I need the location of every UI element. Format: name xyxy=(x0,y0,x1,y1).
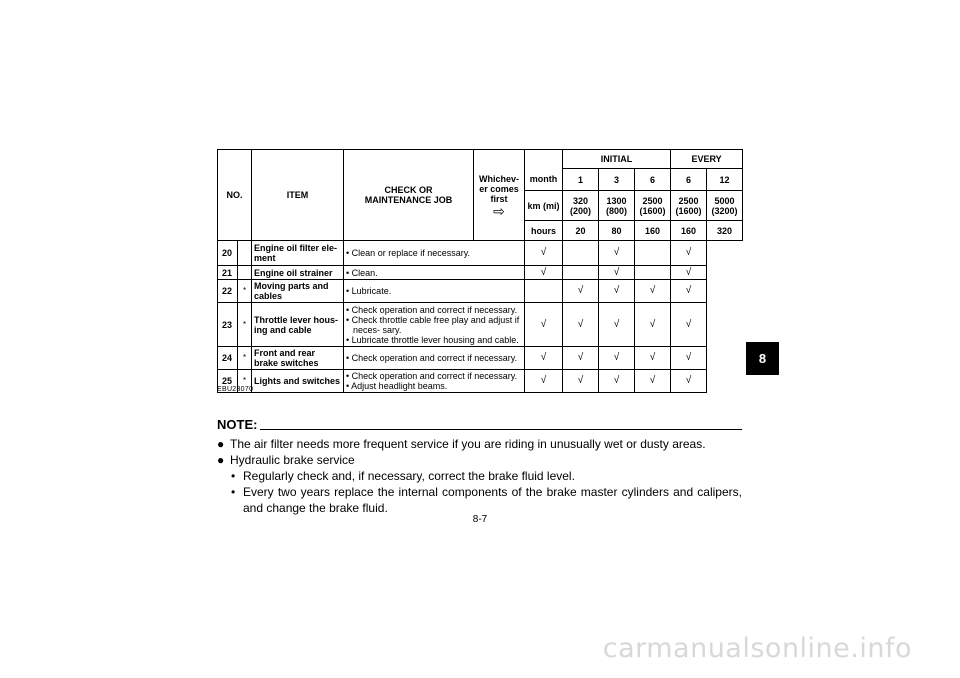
interval-value: 2500 (1600) xyxy=(635,191,671,221)
check-mark: √ xyxy=(671,303,707,347)
table-row xyxy=(218,370,743,393)
interval-value: 320 (200) xyxy=(563,191,599,221)
watermark: carmanualsonline.info xyxy=(602,633,912,664)
bullet-icon: • xyxy=(231,485,236,499)
row-item: Moving parts and cables xyxy=(252,280,344,303)
check-mark: √ xyxy=(563,370,599,393)
job-item: • Lubricate. xyxy=(346,286,522,296)
job-item: • Lubricate throttle lever housing and cable. xyxy=(346,335,522,345)
interval-value: 320 xyxy=(707,221,743,241)
note-section xyxy=(217,417,742,516)
header-item: ITEM xyxy=(252,150,344,241)
interval-value: 160 xyxy=(671,221,707,241)
check-mark: √ xyxy=(525,241,563,266)
whichever-label: Whichev- er comes first xyxy=(479,174,520,204)
note-text: Hydraulic brake service xyxy=(230,453,355,467)
maintenance-table xyxy=(217,149,743,393)
row-star: * xyxy=(238,303,252,347)
header-every: EVERY xyxy=(671,150,743,169)
row-number: 22 xyxy=(218,280,238,303)
header-whichever xyxy=(474,150,525,241)
check-mark xyxy=(635,266,671,280)
check-mark: √ xyxy=(525,303,563,347)
job-item: • Check throttle cable free play and adjust if neces- sary. xyxy=(346,315,522,335)
table-row xyxy=(218,347,743,370)
row-star: * xyxy=(238,280,252,303)
chapter-tab: 8 xyxy=(746,342,779,375)
row-number: 24 xyxy=(218,347,238,370)
job-item: • Adjust headlight beams. xyxy=(346,381,522,391)
row-jobs xyxy=(344,266,525,280)
note-sub-item xyxy=(217,468,742,484)
row-jobs xyxy=(344,370,525,393)
row-number: 20 xyxy=(218,241,238,266)
check-mark xyxy=(635,241,671,266)
check-mark: √ xyxy=(563,347,599,370)
check-mark xyxy=(563,266,599,280)
check-mark: √ xyxy=(525,347,563,370)
row-number: 25 xyxy=(218,370,238,393)
check-mark: √ xyxy=(525,370,563,393)
check-mark: √ xyxy=(635,280,671,303)
job-item: • Check operation and correct if necessary. xyxy=(346,353,522,363)
interval-value: 160 xyxy=(635,221,671,241)
row-star xyxy=(238,241,252,266)
check-mark xyxy=(525,280,563,303)
row-item: Throttle lever hous- ing and cable xyxy=(252,303,344,347)
check-mark xyxy=(563,241,599,266)
check-mark: √ xyxy=(671,266,707,280)
header-check: CHECK OR MAINTENANCE JOB xyxy=(344,150,474,241)
row-number: 23 xyxy=(218,303,238,347)
interval-unit: km (mi) xyxy=(525,191,563,221)
job-item: • Check operation and correct if necessary. xyxy=(346,371,522,381)
table-row xyxy=(218,266,743,280)
table-row xyxy=(218,303,743,347)
arrow-right-icon: ⇨ xyxy=(493,203,505,219)
check-mark: √ xyxy=(599,241,635,266)
row-jobs xyxy=(344,280,525,303)
row-item: Lights and switches xyxy=(252,370,344,393)
table-row xyxy=(218,280,743,303)
interval-value: 80 xyxy=(599,221,635,241)
header-no: NO. xyxy=(218,150,252,241)
interval-unit: hours xyxy=(525,221,563,241)
document-code: EBU23070 xyxy=(217,386,254,393)
bullet-icon: ● xyxy=(217,453,225,467)
check-mark: √ xyxy=(671,280,707,303)
note-text: Regularly check and, if necessary, correct the brake fluid level. xyxy=(243,469,575,483)
check-mark: √ xyxy=(671,241,707,266)
interval-value: 2500 (1600) xyxy=(671,191,707,221)
check-mark: √ xyxy=(635,370,671,393)
check-mark: √ xyxy=(599,266,635,280)
job-item: • Clean or replace if necessary. xyxy=(346,248,522,258)
row-number: 21 xyxy=(218,266,238,280)
interval-value: 6 xyxy=(671,169,707,191)
interval-unit: month xyxy=(525,169,563,191)
note-text: The air filter needs more frequent service if you are riding in unusually wet or dusty areas. xyxy=(230,437,706,451)
check-mark: √ xyxy=(563,280,599,303)
interval-value: 12 xyxy=(707,169,743,191)
check-mark: √ xyxy=(671,347,707,370)
interval-value: 20 xyxy=(563,221,599,241)
note-sub-item xyxy=(217,484,742,516)
interval-value: 5000 (3200) xyxy=(707,191,743,221)
check-mark: √ xyxy=(563,303,599,347)
note-header xyxy=(217,417,742,433)
row-star xyxy=(238,266,252,280)
check-mark: √ xyxy=(635,303,671,347)
row-item: Engine oil strainer xyxy=(252,266,344,280)
bullet-icon: ● xyxy=(217,437,225,451)
header-initial: INITIAL xyxy=(563,150,671,169)
page-number: 8-7 xyxy=(472,514,488,525)
check-mark: √ xyxy=(671,370,707,393)
check-mark: √ xyxy=(599,370,635,393)
check-mark: √ xyxy=(599,347,635,370)
check-mark: √ xyxy=(599,303,635,347)
row-jobs xyxy=(344,303,525,347)
interval-value: 1300 (800) xyxy=(599,191,635,221)
note-text: Every two years replace the internal components of the brake master cylinders and calipers, and change the brake fluid. xyxy=(243,485,742,515)
table-row xyxy=(218,241,743,266)
interval-value: 6 xyxy=(635,169,671,191)
check-mark: √ xyxy=(599,280,635,303)
note-divider xyxy=(260,429,742,430)
interval-value: 3 xyxy=(599,169,635,191)
row-star: * xyxy=(238,347,252,370)
job-item: • Check operation and correct if necessary. xyxy=(346,305,522,315)
job-item: • Clean. xyxy=(346,268,522,278)
bullet-icon: • xyxy=(231,469,236,483)
note-item xyxy=(217,436,742,452)
note-item xyxy=(217,452,742,468)
row-jobs xyxy=(344,241,525,266)
row-item: Front and rear brake switches xyxy=(252,347,344,370)
row-star: * xyxy=(238,370,252,393)
row-item: Engine oil filter ele- ment xyxy=(252,241,344,266)
row-jobs xyxy=(344,347,525,370)
note-title: NOTE: xyxy=(217,417,258,432)
interval-value: 1 xyxy=(563,169,599,191)
check-mark: √ xyxy=(635,347,671,370)
check-mark: √ xyxy=(525,266,563,280)
